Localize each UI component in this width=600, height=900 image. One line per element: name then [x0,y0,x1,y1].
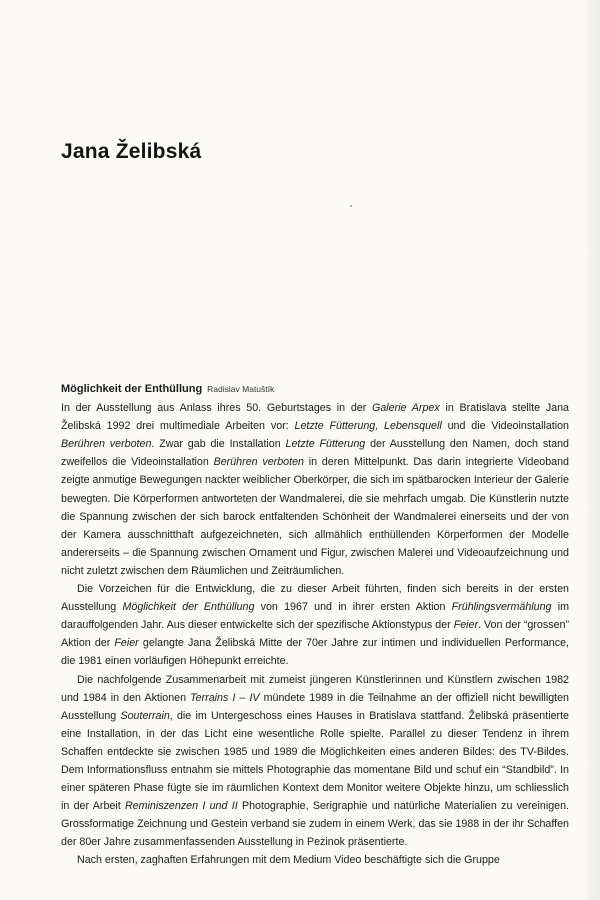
text-run: in deren Mittelpunkt. Das darin integrierte Videoband zeigte anmutige Bewegungen nackter weiblicher Oberkörper, die sich im spätbarocken Interieur der Galerie bewegten. Die Körperformen antworteten der Wandmalerei, die sie mehrfach umgab. Die Künstlerin nutzte die Spannung zwischen der sich barock entfaltenden Schönheit der Wandmalerei einerseits und der von der Kamera ausschnitthaft aufgezeichneten, sich allmählich enthüllenden Körperformen der Modelle andererseits – die Spannung zwischen Ornament und Figur, zwischen Malerei und Videoaufzeichnung und nicht zuletzt zwischen dem Räumlichen und Zeiträumlichen. [61,456,569,577]
page-edge-shadow [582,0,600,900]
emphasized-title: Frühlingsvermählung [451,601,552,614]
text-run: . Zwar gab die Installation [151,438,286,451]
author-name: Radislav Matuštík [207,384,275,394]
paragraph [61,671,569,852]
text-run: gelangte Jana Želibská Mitte der 70er Jahre zur intimen und individuellen Performance, die 1981 einen vorläufigen Höhepunkt erreichte. [61,637,569,668]
artist-name-heading: Jana Želibská [61,140,202,163]
emphasized-title: Möglichkeit der Enthüllung [122,601,255,614]
emphasized-title: Letzte Fütterung [285,438,366,451]
emphasized-title: Feier [453,619,479,632]
text-run: im darauffolgenden Jahr. Aus dieser entwickelte sich der spezifische Aktionstypus der [61,601,570,632]
emphasized-title: Berühren verboten [213,456,304,469]
emphasized-title: Reminiszenzen I und II [124,800,238,813]
article-body [61,380,569,870]
text-run: von 1967 und in ihrer ersten Aktion [254,601,452,614]
text-run: Die Vorzeichen für die Entwicklung, die zu dieser Arbeit führten, finden sich bereits in der ersten Ausstellung [61,583,569,614]
emphasized-title: Terrains I – IV [190,691,260,704]
text-run: In der Ausstellung aus Anlass ihres 50. Geburtstages in der [61,402,373,415]
section-heading [61,380,569,398]
paragraph [61,851,569,869]
text-run: mündete 1989 in die Teilnahme an der offiziell nicht bewilligten Ausstellung [61,691,569,722]
paragraph [61,580,569,670]
section-title: Möglichkeit der Enthüllung [61,383,203,395]
text-run: . Von der “grossen” Aktion der [61,619,570,650]
text-run: , die im Untergeschoss eines Hauses in Bratislava stattfand. Želibská präsentierte eine Installation, in der das Licht eine wesentliche Rolle spielte. Parallel zu dieser Tendenz in ihrem Schaffen entdeckte sie zwischen 1985 und 1989 die Möglichkeiten eines anderen Bildes: des TV-Bildes. Dem Informationsfluss entnahm sie mittels Photographie das momentane Bild und schuf ein “Standbild”. In einer späteren Phase fügte sie im räumlichen Kontext dem Monitor weitere Objekte hinzu, um schliesslich in der Arbeit [61,709,570,813]
paragraph [61,399,569,580]
text-run: und die Videoinstallation [441,420,570,433]
text-run: Nach ersten, zaghaften Erfahrungen mit dem Medium Video beschäftigte sich die Gruppe [77,854,500,867]
text-run: der Ausstellung den Namen, doch stand zweifellos die Videoinstallation [61,438,569,469]
emphasized-title: Souterrain [120,709,170,722]
text-run: Photographie, Serigraphie und natürliche Materialien zu vereinigen. Grossformatige Zeichnung und Gestein verband sie zudem in einem Werk, das sie 1988 in der ihr Schaffen der 80er Jahre zusammenfassenden Ausstellung in Pezinok präsentierte. [61,800,569,849]
emphasized-title: Berühren verboten [61,438,152,451]
text-run: Die nachfolgende Zusammenarbeit mit zumeist jüngeren Künstlerinnen und Künstlern zwischen 1982 und 1984 in den Aktionen [61,673,569,704]
text-run: in Bratislava stellte Jana Želibská 1992 drei multimediale Arbeiten vor: [61,402,569,433]
emphasized-title: Letzte Fütterung, Lebensquell [294,420,442,433]
emphasized-title: Feier [114,637,139,650]
emphasized-title: Galerie Arpex [372,402,440,415]
paper-speck [350,205,352,207]
